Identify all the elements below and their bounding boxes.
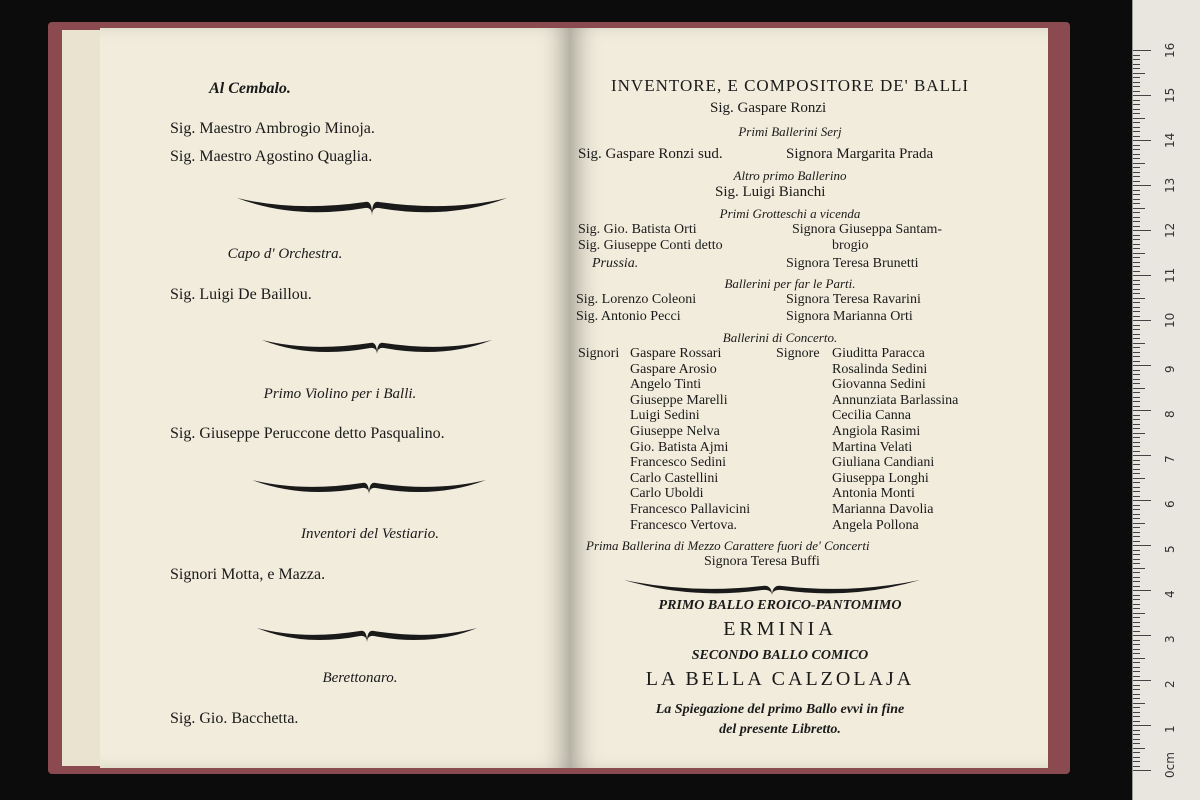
- heading-altro-primo: Altro primo Ballerino: [733, 168, 847, 183]
- grott-left-1: Sig. Gio. Batista Orti: [578, 222, 697, 237]
- ruler-tick: [1133, 131, 1140, 132]
- ruler-tick: [1133, 617, 1140, 618]
- ruler-tick: [1133, 239, 1140, 240]
- ruler-tick: [1133, 127, 1140, 128]
- ruler-tick: [1133, 527, 1140, 528]
- ruler-label: 2: [1163, 680, 1177, 688]
- heading-concerto: Ballerini di Concerto.: [722, 330, 838, 345]
- ruler-tick: [1133, 608, 1140, 609]
- ruler-tick: [1133, 428, 1140, 429]
- ruler-tick: [1133, 410, 1151, 411]
- measurement-ruler: [1132, 0, 1200, 800]
- ruler-tick: [1133, 280, 1140, 281]
- ruler-tick: [1133, 658, 1145, 659]
- ruler-tick: [1133, 149, 1140, 150]
- ruler-tick: [1133, 649, 1140, 650]
- ruler-tick: [1133, 406, 1140, 407]
- ruler-tick: [1133, 253, 1145, 254]
- ruler-label: 3: [1163, 635, 1177, 643]
- ruler-tick: [1133, 176, 1140, 177]
- ruler-tick: [1133, 689, 1140, 690]
- ruler-tick: [1133, 581, 1140, 582]
- ruler-tick: [1133, 446, 1140, 447]
- ruler-tick: [1133, 500, 1151, 501]
- ruler-tick: [1133, 122, 1140, 123]
- ruler-tick: [1133, 73, 1145, 74]
- line-quaglia: Sig. Maestro Agostino Quaglia.: [170, 148, 373, 165]
- ruler-tick: [1133, 451, 1140, 452]
- ruler-tick: [1133, 50, 1151, 51]
- ruler-tick: [1133, 352, 1140, 353]
- ruler-tick: [1133, 667, 1140, 668]
- ruler-tick: [1133, 685, 1140, 686]
- ruler-tick: [1133, 374, 1140, 375]
- ruler-tick: [1133, 356, 1140, 357]
- ruler-tick: [1133, 478, 1145, 479]
- dancer-man: Gaspare Arosio: [630, 361, 717, 377]
- ornament-divider: [622, 576, 922, 598]
- ruler-tick: [1133, 361, 1140, 362]
- ruler-tick: [1133, 145, 1140, 146]
- ruler-label: 15: [1163, 87, 1177, 103]
- ruler-tick: [1133, 572, 1140, 573]
- ruler-tick: [1133, 100, 1140, 101]
- ruler-tick: [1133, 316, 1140, 317]
- note-line-1: La Spiegazione del primo Ballo evvi in fine: [655, 702, 905, 717]
- ruler-tick: [1133, 55, 1140, 56]
- ornament-divider: [260, 332, 495, 358]
- ruler-tick: [1133, 388, 1145, 389]
- ruler-tick: [1133, 626, 1140, 627]
- ruler-tick: [1133, 518, 1140, 519]
- ruler-tick: [1133, 397, 1140, 398]
- title-name-ronzi: Sig. Gaspare Ronzi: [710, 100, 827, 116]
- ruler-tick: [1133, 424, 1140, 425]
- ruler-tick: [1133, 716, 1140, 717]
- dancer-woman: Antonia Monti: [832, 486, 915, 502]
- ruler-tick: [1133, 523, 1145, 524]
- ruler-tick: [1133, 473, 1140, 474]
- ruler-tick: [1133, 599, 1140, 600]
- ruler-tick: [1133, 64, 1140, 65]
- ruler-tick: [1133, 212, 1140, 213]
- ruler-tick: [1133, 82, 1140, 83]
- ruler-label: 9: [1163, 365, 1177, 373]
- ruler-tick: [1133, 365, 1151, 366]
- altro-name: Sig. Luigi Bianchi: [715, 184, 826, 200]
- ruler-tick: [1133, 437, 1140, 438]
- ruler-tick: [1133, 154, 1140, 155]
- ruler-tick: [1133, 199, 1140, 200]
- ruler-tick: [1133, 208, 1145, 209]
- ruler-tick: [1133, 230, 1151, 231]
- heading-berettonaro: Berettonaro.: [322, 670, 398, 686]
- ruler-tick: [1133, 140, 1151, 141]
- ruler-tick: [1133, 338, 1140, 339]
- parti-left-1: Sig. Lorenzo Coleoni: [576, 292, 697, 307]
- ruler-tick: [1133, 334, 1140, 335]
- ornament-divider: [250, 472, 490, 498]
- ruler-tick: [1133, 766, 1140, 767]
- ruler-tick: [1133, 464, 1140, 465]
- ruler-tick: [1133, 536, 1140, 537]
- dancer-man: Francesco Pallavicini: [630, 502, 751, 517]
- heading-primi-ballerini: Primi Ballerini Serj: [738, 124, 842, 139]
- ruler-tick: [1133, 559, 1140, 560]
- signori-label: Signori: [578, 346, 620, 361]
- ruler-tick: [1133, 298, 1145, 299]
- ornament-divider: [255, 620, 480, 646]
- ruler-tick: [1133, 442, 1140, 443]
- line-motta-mazza: Signori Motta, e Mazza.: [170, 566, 326, 583]
- ruler-tick: [1133, 181, 1140, 182]
- ruler-tick: [1133, 469, 1140, 470]
- ruler-label: 12: [1163, 222, 1177, 238]
- dancer-man: Francesco Vertova.: [630, 517, 738, 533]
- ruler-tick: [1133, 433, 1145, 434]
- ruler-tick: [1133, 505, 1140, 506]
- ruler-tick: [1133, 631, 1140, 632]
- ruler-tick: [1133, 185, 1151, 186]
- ruler-tick: [1133, 644, 1140, 645]
- ruler-tick: [1133, 455, 1151, 456]
- ruler-label: 0cm: [1163, 752, 1177, 778]
- ruler-label: 8: [1163, 410, 1177, 418]
- ruler-label: 16: [1163, 42, 1177, 58]
- line-minoja: Sig. Maestro Ambrogio Minoja.: [170, 120, 375, 137]
- ruler-tick: [1133, 460, 1140, 461]
- dancer-man: Gio. Batista Ajmi: [630, 439, 729, 455]
- heading-al-cembalo: Al Cembalo.: [209, 80, 291, 97]
- ruler-tick: [1133, 194, 1140, 195]
- title-inventore: INVENTORE, E COMPOSITORE DE' BALLI: [610, 76, 969, 95]
- grott-right-1: Signora Giuseppa Santam-: [792, 222, 943, 237]
- left-page: [100, 28, 570, 768]
- heading-inventori-vestiario: Inventori del Vestiario.: [301, 526, 439, 542]
- ruler-tick: [1133, 68, 1140, 69]
- ruler-tick: [1133, 284, 1140, 285]
- ruler-label: 5: [1163, 545, 1177, 553]
- ruler-tick: [1133, 347, 1140, 348]
- dancer-woman: Annunziata Barlassina: [832, 392, 959, 408]
- ruler-tick: [1133, 635, 1151, 636]
- ruler-tick: [1133, 662, 1140, 663]
- ruler-tick: [1133, 487, 1140, 488]
- dancer-man: Carlo Uboldi: [630, 486, 704, 502]
- dancer-woman: Angiola Rasimi: [832, 424, 921, 439]
- secondo-ballo-title: SECONDO BALLO COMICO: [691, 648, 869, 663]
- ruler-tick: [1133, 307, 1140, 308]
- ruler-tick: [1133, 289, 1140, 290]
- ruler-label: 1: [1163, 725, 1177, 733]
- ruler-tick: [1133, 739, 1140, 740]
- ruler-tick: [1133, 712, 1140, 713]
- ruler-tick: [1133, 415, 1140, 416]
- ruler-tick: [1133, 586, 1140, 587]
- dancer-man: Carlo Castellini: [630, 470, 719, 486]
- ruler-tick: [1133, 158, 1140, 159]
- ruler-tick: [1133, 343, 1145, 344]
- ruler-label: 13: [1163, 177, 1177, 193]
- ruler-tick: [1133, 275, 1151, 276]
- ruler-tick: [1133, 217, 1140, 218]
- ruler-tick: [1133, 514, 1140, 515]
- ruler-tick: [1133, 235, 1140, 236]
- erminia-title: ERMINIA: [723, 618, 837, 640]
- ruler-tick: [1133, 190, 1140, 191]
- grott-left-2: Sig. Giuseppe Conti detto: [578, 238, 723, 253]
- ruler-tick: [1133, 302, 1140, 303]
- right-page: [570, 28, 1048, 768]
- ruler-tick: [1133, 496, 1140, 497]
- ruler-tick: [1133, 761, 1140, 762]
- dancer-woman: Giuseppa Longhi: [832, 470, 929, 486]
- ruler-label: 10: [1163, 312, 1177, 328]
- ruler-tick: [1133, 577, 1140, 578]
- ruler-tick: [1133, 509, 1140, 510]
- line-de-baillou: Sig. Luigi De Baillou.: [170, 286, 312, 303]
- ruler-tick: [1133, 757, 1140, 758]
- ruler-tick: [1133, 163, 1145, 164]
- ruler-tick: [1133, 59, 1140, 60]
- ruler-tick: [1133, 748, 1145, 749]
- ruler-tick: [1133, 622, 1140, 623]
- ruler-tick: [1133, 676, 1140, 677]
- ruler-tick: [1133, 590, 1151, 591]
- parti-right-2: Signora Marianna Orti: [786, 309, 913, 324]
- dancer-man: Giuseppe Nelva: [630, 424, 720, 439]
- ruler-label: 7: [1163, 455, 1177, 463]
- ruler-tick: [1133, 136, 1140, 137]
- ornament-divider: [235, 190, 510, 220]
- dancer-woman: Marianna Davolia: [832, 502, 934, 517]
- ruler-tick: [1133, 379, 1140, 380]
- ruler-tick: [1133, 311, 1140, 312]
- ruler-tick: [1133, 419, 1140, 420]
- ruler-tick: [1133, 707, 1140, 708]
- ruler-tick: [1133, 595, 1140, 596]
- ruler-tick: [1133, 743, 1140, 744]
- ruler-tick: [1133, 734, 1140, 735]
- ruler-tick: [1133, 554, 1140, 555]
- ruler-tick: [1133, 293, 1140, 294]
- primi-right: Signora Margarita Prada: [786, 146, 934, 162]
- dancer-man: Gaspare Rossari: [630, 346, 722, 361]
- dancer-man: Francesco Sedini: [630, 455, 727, 471]
- ruler-tick: [1133, 118, 1145, 119]
- dancer-woman: Giovanna Sedini: [832, 377, 926, 393]
- ruler-tick: [1133, 491, 1140, 492]
- line-peruccone: Sig. Giuseppe Peruccone detto Pasqualino.: [170, 425, 445, 442]
- dancer-man: Luigi Sedini: [630, 408, 700, 424]
- ruler-tick: [1133, 694, 1140, 695]
- ruler-tick: [1133, 698, 1140, 699]
- ruler-tick: [1133, 266, 1140, 267]
- ruler-tick: [1133, 113, 1140, 114]
- ruler-tick: [1133, 104, 1140, 105]
- ruler-tick: [1133, 221, 1140, 222]
- ruler-tick: [1133, 568, 1145, 569]
- ruler-tick: [1133, 604, 1140, 605]
- parti-left-2: Sig. Antonio Pecci: [576, 309, 681, 324]
- ruler-tick: [1133, 172, 1140, 173]
- dancer-woman: Cecilia Canna: [832, 408, 911, 424]
- ruler-tick: [1133, 703, 1145, 704]
- primi-left: Sig. Gaspare Ronzi sud.: [578, 146, 723, 162]
- ruler-tick: [1133, 109, 1140, 110]
- heading-mezzo-carattere: Prima Ballerina di Mezzo Carattere fuori de' Concerti: [586, 538, 870, 553]
- line-bacchetta: Sig. Gio. Bacchetta.: [170, 710, 299, 727]
- ruler-label: 4: [1163, 590, 1177, 598]
- dancer-woman: Angela Pollona: [832, 517, 919, 533]
- heading-primo-violino: Primo Violino per i Balli.: [263, 386, 417, 402]
- dancer-woman: Rosalinda Sedini: [832, 361, 928, 377]
- ruler-tick: [1133, 563, 1140, 564]
- ruler-tick: [1133, 721, 1140, 722]
- signore-label: Signore: [776, 346, 820, 361]
- heading-capo-orchestra: Capo d' Orchestra.: [227, 246, 343, 262]
- dancer-man: Angelo Tinti: [630, 377, 702, 393]
- ruler-label: 11: [1163, 267, 1177, 283]
- ruler-tick: [1133, 752, 1140, 753]
- ruler-tick: [1133, 653, 1140, 654]
- ruler-tick: [1133, 262, 1140, 263]
- ruler-tick: [1133, 320, 1151, 321]
- ruler-tick: [1133, 325, 1140, 326]
- ruler-tick: [1133, 271, 1140, 272]
- ruler-tick: [1133, 329, 1140, 330]
- primo-ballo-title: PRIMO BALLO EROICO-PANTOMIMO: [658, 598, 902, 613]
- ruler-tick: [1133, 226, 1140, 227]
- bella-calzolaja-title: LA BELLA CALZOLAJA: [645, 668, 915, 690]
- ruler-tick: [1133, 680, 1151, 681]
- ruler-tick: [1133, 257, 1140, 258]
- ruler-tick: [1133, 383, 1140, 384]
- parti-right-1: Signora Teresa Ravarini: [786, 292, 921, 307]
- ruler-tick: [1133, 244, 1140, 245]
- ruler-tick: [1133, 401, 1140, 402]
- grott-right-2: brogio: [832, 238, 869, 253]
- ruler-tick: [1133, 248, 1140, 249]
- ruler-tick: [1133, 392, 1140, 393]
- ruler-tick: [1133, 613, 1145, 614]
- ruler-tick: [1133, 95, 1151, 96]
- mezzo-name: Signora Teresa Buffi: [704, 554, 820, 569]
- ruler-label: 6: [1163, 500, 1177, 508]
- ruler-tick: [1133, 545, 1151, 546]
- ruler-tick: [1133, 86, 1140, 87]
- ruler-tick: [1133, 730, 1140, 731]
- note-line-2: del presente Libretto.: [719, 722, 841, 737]
- ruler-tick: [1133, 671, 1140, 672]
- grott-right-3: Signora Teresa Brunetti: [786, 256, 919, 271]
- dancer-man: Giuseppe Marelli: [630, 392, 728, 408]
- ruler-tick: [1133, 77, 1140, 78]
- dancer-woman: Giuditta Paracca: [832, 346, 925, 361]
- ruler-tick: [1133, 550, 1140, 551]
- grott-left-3: Prussia.: [592, 256, 639, 271]
- ruler-tick: [1133, 725, 1151, 726]
- ruler-tick: [1133, 482, 1140, 483]
- ruler-tick: [1133, 640, 1140, 641]
- ruler-tick: [1133, 541, 1140, 542]
- ruler-tick: [1133, 370, 1140, 371]
- ruler-tick: [1133, 91, 1140, 92]
- dancer-woman: Martina Velati: [832, 439, 913, 455]
- ruler-tick: [1133, 167, 1140, 168]
- ruler-tick: [1133, 203, 1140, 204]
- ruler-label: 14: [1163, 132, 1177, 148]
- ruler-tick: [1133, 770, 1151, 771]
- dancer-woman: Giuliana Candiani: [832, 455, 935, 471]
- heading-far-le-parti: Ballerini per far le Parti.: [724, 276, 856, 291]
- ruler-tick: [1133, 532, 1140, 533]
- heading-grotteschi: Primi Grotteschi a vicenda: [719, 206, 861, 221]
